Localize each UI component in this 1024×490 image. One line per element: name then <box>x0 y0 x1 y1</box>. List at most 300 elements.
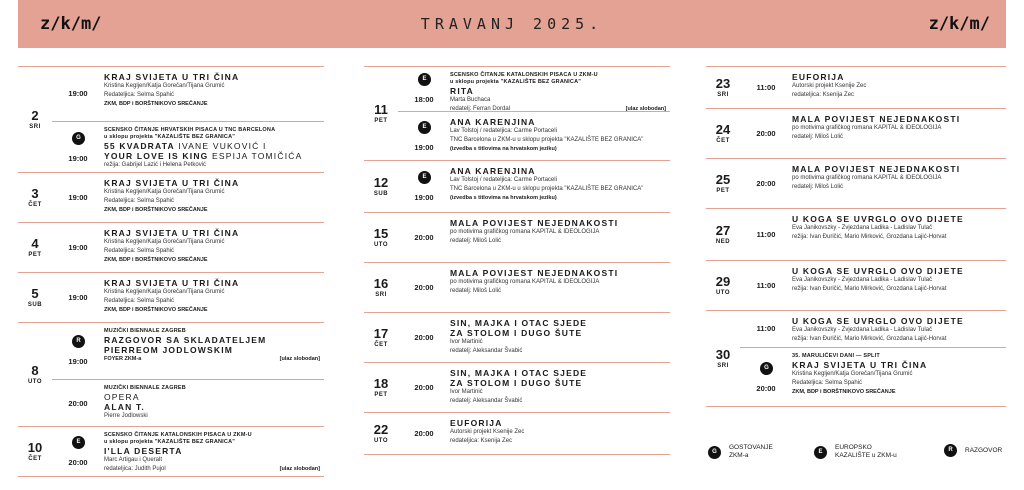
event-time: 20:00 <box>414 333 434 342</box>
day-number: 16 <box>373 276 389 291</box>
day-label <box>706 311 740 406</box>
time-column <box>52 273 104 323</box>
event-entry <box>740 209 1006 261</box>
event-title: KRAJ SVIJETA U TRI ČINA <box>104 228 240 238</box>
event-entry <box>740 109 1006 159</box>
day-number: 10 <box>27 440 43 455</box>
event-credit: TNC Barcelona u ZKM-u u sklopu projekta "KAZALIŠTE BEZ GRANICA" <box>450 137 644 143</box>
event-details <box>450 161 670 206</box>
event-time: 20:00 <box>756 129 776 138</box>
event-time: 20:00 <box>414 233 434 242</box>
day-block <box>18 426 324 476</box>
event-credit: Kristina Kegljen/Katja Gorečan/Tijana Grumić <box>104 239 225 245</box>
free-entry-label: [ulaz slobodan] <box>625 106 666 112</box>
europsko-badge-icon: E <box>418 73 431 86</box>
event-note-row <box>104 100 320 108</box>
event-series: SCENSKO ČITANJE KATALONSKIH PISACA U ZKM-U <box>450 72 598 78</box>
day-number: 5 <box>31 286 39 301</box>
day-name: SUB <box>27 302 43 308</box>
event-title-bold: ZA STOLOM I DUGO ŠUTE <box>450 328 583 338</box>
day-block <box>18 272 324 322</box>
event-credit: redateljica: Ksenija Zec <box>792 92 855 98</box>
day-label <box>706 261 740 310</box>
day-block <box>706 208 1006 260</box>
event-entry <box>52 67 324 121</box>
day-number: 29 <box>715 274 731 289</box>
day-label <box>706 109 740 158</box>
event-series: MUZIČKI BIENNALE ZAGREB <box>104 328 186 334</box>
time-column <box>398 413 450 455</box>
day-block <box>364 262 670 312</box>
event-title <box>104 345 320 355</box>
time-column <box>52 380 104 427</box>
event-details <box>450 363 670 410</box>
event-entry <box>398 263 670 313</box>
legend-label: ZKM-a <box>729 452 749 459</box>
day-number: 3 <box>31 186 39 201</box>
day-name: SRI <box>29 124 41 130</box>
header-band <box>18 0 1006 48</box>
day-number: 15 <box>373 226 389 241</box>
event-title: KRAJ SVIJETA U TRI ČINA <box>104 72 240 82</box>
legend-label: GOSTOVANJE <box>729 444 773 451</box>
europsko-badge-icon: E <box>814 446 827 459</box>
event-details <box>104 223 324 268</box>
day-block <box>364 362 670 412</box>
event-title: ANA KARENJINA <box>450 166 536 176</box>
day-label <box>364 313 398 362</box>
event-details <box>792 261 1006 298</box>
event-note-row <box>450 145 666 153</box>
event-details <box>104 427 324 478</box>
time-column <box>398 263 450 313</box>
page-title: TRAVANJ 2025. <box>420 15 604 33</box>
free-entry-label: [ulaz slobodan] <box>279 356 320 362</box>
event-entry <box>398 67 670 111</box>
day-label <box>364 263 398 312</box>
legend-item-gostovanje <box>708 444 773 460</box>
event-time: 19:00 <box>68 293 88 302</box>
day-number: 24 <box>715 122 731 137</box>
event-details <box>104 380 324 425</box>
razgovor-badge-icon: R <box>72 335 85 348</box>
event-details <box>792 209 1006 246</box>
razgovor-badge-icon: R <box>944 444 957 457</box>
legend <box>706 440 1006 470</box>
event-title: U KOGA SE UVRGLO OVO DIJETE <box>792 266 964 276</box>
event-credit: režija: Ivan Đuričić, Mario Mirković, Grozdana Lajić-Horvat <box>792 234 947 240</box>
free-entry-label: [ulaz slobodan] <box>279 466 320 472</box>
event-credit: TNC Barcelona u ZKM-u u sklopu projekta "KAZALIŠTE BEZ GRANICA" <box>450 186 644 192</box>
event-title: EUFORIJA <box>450 418 503 428</box>
event-title-regular: ESPIJA TOMIČIĆA <box>208 151 303 161</box>
day-name: SUB <box>373 191 389 197</box>
event-time: 19:00 <box>68 357 88 366</box>
day-name: ČET <box>28 456 42 462</box>
event-credit: redateljica: Judith Pujol <box>104 466 166 472</box>
event-title <box>450 328 666 338</box>
event-credit: po motivima grafičkog romana KAPITAL & IDEOLOGIJA <box>792 175 942 181</box>
zkm-logo: z/k/m/ <box>928 14 990 34</box>
time-column <box>52 67 104 121</box>
event-title: KRAJ SVIJETA U TRI ČINA <box>104 278 240 288</box>
event-entry <box>398 213 670 263</box>
time-column <box>52 122 104 173</box>
event-credit: Kristina Kegljen/Katja Gorečan/Tijana Grumić <box>104 83 225 89</box>
event-series: MUZIČKI BIENNALE ZAGREB <box>104 385 186 391</box>
event-credit: po motivima grafičkog romana KAPITAL & IDEOLOGIJA <box>450 279 600 285</box>
event-credit-row <box>104 465 320 474</box>
event-details <box>792 67 1006 104</box>
day-name: SRI <box>375 292 387 298</box>
event-series: u sklopu projekta "KAZALIŠTE BEZ GRANICA" <box>450 79 582 85</box>
event-series: u sklopu projekta "KAZALIŠTE BEZ GRANICA" <box>104 439 236 445</box>
event-title-regular: IVANE VUKOVIĆ I <box>174 141 267 151</box>
event-details <box>450 413 670 450</box>
event-credit: režija: Gabrijel Lazić i Helena Petković <box>104 162 207 168</box>
event-credit: Pierre Jodlowski <box>104 413 148 419</box>
day-block <box>18 322 324 426</box>
day-block <box>706 158 1006 208</box>
event-time: 19:00 <box>414 193 434 202</box>
day-number: 22 <box>373 422 389 437</box>
event-note: FOYER ZKM-a <box>104 356 142 362</box>
event-entry <box>740 159 1006 209</box>
event-entry <box>398 363 670 413</box>
event-note: ZKM, BDP i BORŠTNIKOVO SREČANJE <box>104 101 208 107</box>
day-block <box>364 160 670 212</box>
day-name: PET <box>716 188 730 194</box>
event-time: 11:00 <box>756 230 776 239</box>
event-time: 19:00 <box>68 89 88 98</box>
event-time: 19:00 <box>68 193 88 202</box>
time-column <box>740 159 792 209</box>
day-number: 11 <box>374 102 388 117</box>
event-entry <box>740 311 1006 347</box>
event-time: 11:00 <box>756 281 776 290</box>
event-credit: redatelj: Miloš Lolić <box>450 238 502 244</box>
event-details <box>450 313 670 360</box>
event-credit: redatelj: Ferran Dordal <box>450 106 511 112</box>
event-credit: Redateljica: Selma Spahić <box>104 198 175 204</box>
day-name: PET <box>374 392 388 398</box>
event-note: ZKM, BDP i BORŠTNIKOVO SREČANJE <box>792 389 896 395</box>
legend-label: KAZALIŠTE u ZKM-u <box>835 452 897 459</box>
day-name: NED <box>715 239 731 245</box>
event-time: 19:00 <box>68 154 88 163</box>
event-details <box>450 112 670 157</box>
day-block <box>706 260 1006 310</box>
day-name: PET <box>28 252 42 258</box>
day-number: 27 <box>715 223 731 238</box>
event-title <box>450 318 666 328</box>
event-series: 35. MARULIĆEVI DANI — SPLIT <box>792 353 880 359</box>
day-block <box>364 312 670 362</box>
event-title: KRAJ SVIJETA U TRI ČINA <box>792 360 928 370</box>
event-title <box>104 392 320 402</box>
day-label <box>18 173 52 222</box>
event-title: MALA POVIJEST NEJEDNAKOSTI <box>450 218 619 228</box>
event-entry <box>52 223 324 273</box>
event-entry <box>398 313 670 363</box>
event-note-row <box>792 388 1002 396</box>
europsko-badge-icon: E <box>418 121 431 134</box>
event-entry <box>52 173 324 223</box>
day-name: UTO <box>715 290 731 296</box>
europsko-badge-icon: E <box>72 436 85 449</box>
event-time: 11:00 <box>756 324 776 333</box>
event-details <box>792 348 1006 400</box>
event-details <box>104 273 324 318</box>
event-title <box>104 402 320 412</box>
event-title: MALA POVIJEST NEJEDNAKOSTI <box>792 164 961 174</box>
event-time: 20:00 <box>68 399 88 408</box>
event-title: ANA KARENJINA <box>450 117 536 127</box>
event-title-bold: ALAN T. <box>104 402 145 412</box>
event-time: 11:00 <box>756 83 776 92</box>
day-block <box>364 66 670 160</box>
event-title-bold: SIN, MAJKA I OTAC SJEDE <box>450 318 588 328</box>
day-label <box>18 273 52 322</box>
event-series: SCENSKO ČITANJE KATALONSKIH PISACA U ZKM-U <box>104 432 252 438</box>
time-column <box>398 313 450 363</box>
event-title <box>104 335 320 345</box>
event-title-bold: ZA STOLOM I DUGO ŠUTE <box>450 378 583 388</box>
event-credit: Kristina Kegljen/Katja Gorečan/Tijana Grumić <box>104 289 225 295</box>
time-column <box>740 261 792 311</box>
event-credit: Ivor Martinić <box>450 389 483 395</box>
event-entry <box>398 161 670 213</box>
event-credit: po motivima grafičkog romana KAPITAL & IDEOLOGIJA <box>450 229 600 235</box>
event-credit: Kristina Kegljen/Katja Gorečan/Tijana Grumić <box>104 189 225 195</box>
event-title <box>450 368 666 378</box>
event-note-row <box>104 306 320 314</box>
event-title: U KOGA SE UVRGLO OVO DIJETE <box>792 214 964 224</box>
event-credit: Ivor Martinić <box>450 339 483 345</box>
event-title-bold: YOUR LOVE IS KING <box>104 151 209 161</box>
day-name: PET <box>374 118 388 124</box>
day-name: SRI <box>717 92 729 98</box>
day-name: UTO <box>373 438 389 444</box>
event-note: ZKM, BDP i BORŠTNIKOVO SREČANJE <box>104 307 208 313</box>
event-details <box>792 311 1006 348</box>
event-title <box>104 141 320 151</box>
event-credit: Autorski projekt Ksenije Zec <box>450 429 525 435</box>
event-credit: redatelj: Miloš Lolić <box>450 288 502 294</box>
legend-label: EUROPSKO <box>835 444 872 451</box>
event-credit: Marta Buchaca <box>450 97 491 103</box>
event-credit: Eva Janikovszky - Zvjezdana Ladika - Ladislav Tulač <box>792 327 933 333</box>
time-column <box>740 311 792 347</box>
event-time: 20:00 <box>414 283 434 292</box>
event-title: EUFORIJA <box>792 72 845 82</box>
event-credit: Redateljica: Selma Spahić <box>104 248 175 254</box>
event-title: KRAJ SVIJETA U TRI ČINA <box>104 178 240 188</box>
event-title <box>104 151 320 161</box>
event-title: I'LLA DESERTA <box>104 446 183 456</box>
day-block <box>706 108 1006 158</box>
event-credit: Eva Janikovszky - Zvjezdana Ladika - Ladislav Tulač <box>792 225 933 231</box>
event-entry <box>52 379 324 427</box>
schedule-column-1 <box>18 66 324 477</box>
event-time: 19:00 <box>414 143 434 152</box>
event-note: ZKM, BDP i BORŠTNIKOVO SREČANJE <box>104 257 208 263</box>
day-label <box>18 427 52 476</box>
day-name: UTO <box>27 379 43 385</box>
event-title: U KOGA SE UVRGLO OVO DIJETE <box>792 316 964 326</box>
day-number: 23 <box>715 76 731 91</box>
day-number: 4 <box>31 236 39 251</box>
day-block <box>18 222 324 272</box>
event-details <box>104 67 324 112</box>
zkm-logo: z/k/m/ <box>40 14 102 34</box>
event-title-bold: 55 KVADRATA <box>104 141 175 151</box>
event-note: ZKM, BDP i BORŠTNIKOVO SREČANJE <box>104 207 208 213</box>
time-column <box>740 348 792 407</box>
event-credit: Redateljica: Selma Spahić <box>792 380 863 386</box>
event-credit: redatelj: Aleksandar Švabić <box>450 348 523 354</box>
event-time: 18:00 <box>414 95 434 104</box>
event-credit: Eva Janikovszky - Zvjezdana Ladika - Ladislav Tulač <box>792 277 933 283</box>
time-column <box>740 67 792 109</box>
day-block <box>364 412 670 454</box>
event-credit: Marc Artigau i Queralt <box>104 457 163 463</box>
day-label <box>706 159 740 208</box>
event-title-bold: SIN, MAJKA I OTAC SJEDE <box>450 368 588 378</box>
event-title: MALA POVIJEST NEJEDNAKOSTI <box>450 268 619 278</box>
time-column <box>398 112 450 161</box>
time-column <box>52 323 104 379</box>
event-note-row <box>450 194 666 202</box>
day-label <box>18 67 52 172</box>
event-entry <box>740 261 1006 311</box>
event-title-bold: PIERREOM JODLOWSKIM <box>104 345 234 355</box>
day-name: ČET <box>28 202 42 208</box>
event-note: (izvedba s titlovima na hrvatskom jeziku) <box>450 146 557 152</box>
event-time: 20:00 <box>756 179 776 188</box>
day-label <box>364 161 398 212</box>
day-label <box>18 223 52 272</box>
day-number: 30 <box>715 347 731 362</box>
day-label <box>364 213 398 262</box>
event-title: MALA POVIJEST NEJEDNAKOSTI <box>792 114 961 124</box>
event-details <box>450 263 670 300</box>
event-entry <box>740 67 1006 109</box>
event-details <box>450 213 670 250</box>
day-block <box>706 310 1006 406</box>
schedule-column-2 <box>364 66 670 455</box>
event-details <box>104 173 324 218</box>
day-number: 8 <box>31 363 39 378</box>
event-credit: Kristina Kegljen/Katja Gorečan/Tijana Grumić <box>792 371 913 377</box>
event-credit: redatelj: Miloš Lolić <box>792 134 844 140</box>
day-block <box>706 66 1006 108</box>
event-credit: Lav Tolstoj / redateljica: Carme Portaceli <box>450 128 557 134</box>
event-credit: režija: Ivan Đuričić, Mario Mirković, Grozdana Lajić-Horvat <box>792 286 947 292</box>
legend-item-razgovor <box>944 444 1002 457</box>
event-entry <box>52 121 324 173</box>
event-time: 20:00 <box>68 458 88 467</box>
time-column <box>52 427 104 477</box>
event-series: SCENSKO ČITANJE HRVATSKIH PISACA U TNC BARCELONA <box>104 127 276 133</box>
day-name: ČET <box>716 138 730 144</box>
event-entry <box>398 413 670 455</box>
time-column <box>398 213 450 263</box>
day-block <box>18 172 324 222</box>
event-time: 20:00 <box>756 384 776 393</box>
time-column <box>398 363 450 413</box>
event-details <box>792 159 1006 196</box>
event-details <box>792 109 1006 146</box>
time-column <box>740 209 792 261</box>
event-note-row <box>104 355 320 363</box>
event-time: 20:00 <box>414 383 434 392</box>
event-time: 19:00 <box>68 243 88 252</box>
day-name: SRI <box>717 363 729 369</box>
event-details <box>104 323 324 367</box>
event-credit: Redateljica: Selma Spahić <box>104 298 175 304</box>
event-entry <box>740 347 1006 407</box>
day-label <box>18 323 52 426</box>
day-label <box>706 67 740 108</box>
time-column <box>740 109 792 159</box>
event-entry <box>52 273 324 323</box>
event-title: RITA <box>450 86 474 96</box>
gostovanje-badge-icon: G <box>708 446 721 459</box>
time-column <box>398 67 450 111</box>
day-number: 2 <box>31 108 39 123</box>
event-time: 20:00 <box>414 429 434 438</box>
day-label <box>364 363 398 412</box>
time-column <box>52 223 104 273</box>
legend-item-europsko <box>814 444 897 460</box>
europsko-badge-icon: E <box>418 171 431 184</box>
day-label <box>706 209 740 260</box>
event-title-bold: RAZGOVOR SA SKLADATELJEM <box>104 335 267 345</box>
time-column <box>398 161 450 213</box>
day-block <box>18 66 324 172</box>
event-credit: režija: Ivan Đuričić, Mario Mirković, Grozdana Lajić-Horvat <box>792 336 947 342</box>
event-credit: redateljica: Ksenija Zec <box>450 438 513 444</box>
day-label <box>364 413 398 454</box>
event-entry <box>52 427 324 477</box>
day-number: 18 <box>373 376 389 391</box>
event-entry <box>52 323 324 379</box>
gostovanje-badge-icon: G <box>72 132 85 145</box>
event-entry <box>398 111 670 161</box>
event-series: u sklopu projekta "KAZALIŠTE BEZ GRANICA" <box>104 134 236 140</box>
day-block <box>364 212 670 262</box>
event-credit: redatelj: Aleksandar Švabić <box>450 398 523 404</box>
event-credit: redatelj: Miloš Lolić <box>792 184 844 190</box>
event-credit: Autorski projekt Ksenije Zec <box>792 83 867 89</box>
event-title-regular: OPERA <box>104 392 140 402</box>
event-note-row <box>104 256 320 264</box>
event-note-row <box>104 206 320 214</box>
event-credit: po motivima grafičkog romana KAPITAL & IDEOLOGIJA <box>792 125 942 131</box>
event-credit: Lav Tolstoj / redateljica: Carme Portaceli <box>450 177 557 183</box>
day-name: UTO <box>373 242 389 248</box>
legend-label: RAZGOVOR <box>965 446 1003 454</box>
day-number: 25 <box>715 172 731 187</box>
event-note: (izvedba s titlovima na hrvatskom jeziku) <box>450 195 557 201</box>
day-number: 12 <box>373 175 389 190</box>
schedule-column-3 <box>706 66 1006 407</box>
event-title <box>450 378 666 388</box>
gostovanje-badge-icon: G <box>760 362 773 375</box>
day-number: 17 <box>373 326 389 341</box>
event-credit: Redateljica: Selma Spahić <box>104 92 175 98</box>
